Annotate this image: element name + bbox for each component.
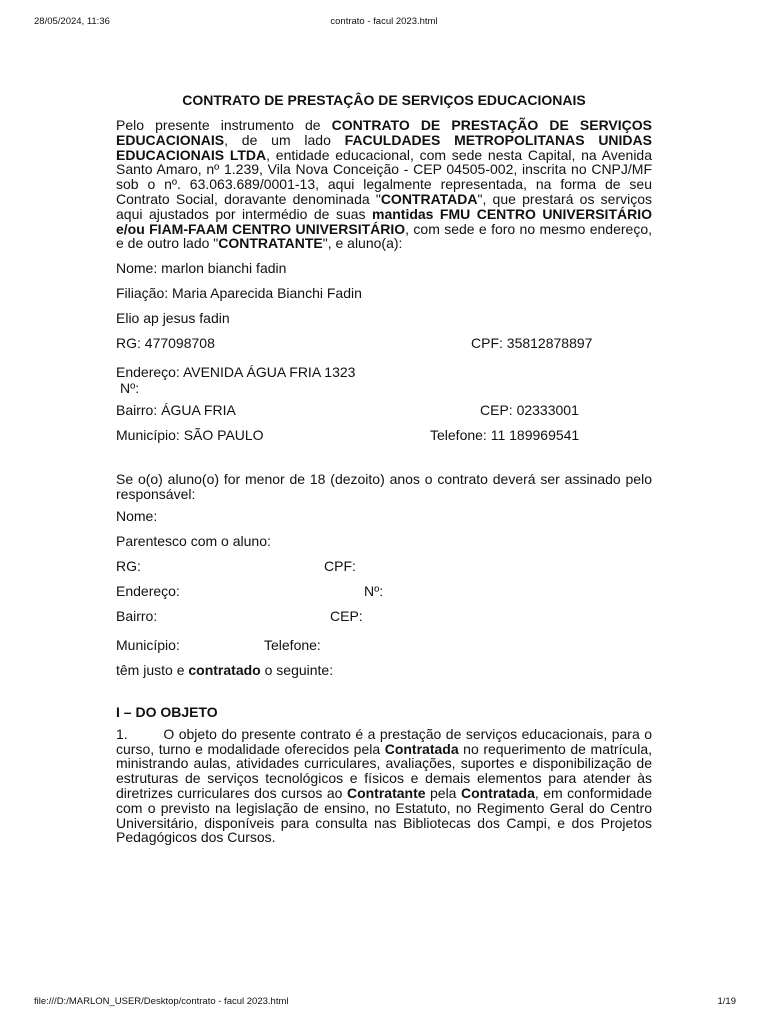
objeto-text-4: , em conformidade com o previsto na legislação de ensino, no Estatuto, no Regimento Geral do Centro Universitário, disponíveis para consulta nas Bibliotecas dos Campi, e dos Projetos Pedagógicos dos Cursos.	[116, 784, 656, 846]
student-address-row	[116, 364, 652, 381]
guardian-city: Município:	[116, 636, 180, 653]
guardian-name-row	[116, 504, 652, 529]
agreement-bold: contratado	[188, 661, 261, 678]
agreement-text-2: o seguinte:	[260, 661, 334, 678]
agreement-text-1: têm justo e	[116, 661, 189, 678]
guardian-district-row	[116, 604, 652, 629]
student-name: Nome: marlon bianchi fadin	[116, 260, 287, 277]
student-docs-row	[116, 331, 652, 356]
student-district: Bairro: ÁGUA FRIA	[116, 402, 236, 419]
intro-bold-contract: CONTRATO DE PRESTAÇÃO DE SERVIÇOS EDUCACIONAIS	[116, 117, 652, 148]
student-number: Nº:	[120, 380, 140, 397]
guardian-name: Nome:	[116, 507, 158, 524]
student-cep: CEP: 02333001	[480, 402, 579, 419]
objeto-text-1: 1. O objeto do presente contrato é a prestação de serviços educacionais, para o curso, turno e modalidade oferecidos pela	[116, 725, 656, 757]
student-district-row	[116, 398, 652, 423]
student-filiation-row	[116, 281, 652, 306]
guardian-district: Bairro:	[116, 607, 158, 624]
print-footer	[0, 996, 768, 1010]
objeto-bold-contratante: Contratante	[346, 784, 426, 801]
student-phone: Telefone: 11 189969541	[430, 427, 580, 444]
student-filiation-2: Elio ap jesus fadin	[116, 310, 230, 327]
guardian-phone: Telefone:	[264, 636, 321, 653]
print-page-indicator: 1/19	[717, 996, 736, 1007]
student-address: Endereço: AVENIDA ÁGUA FRIA 1323	[116, 364, 356, 381]
guardian-number: Nº:	[364, 582, 384, 599]
intro-bold-contratante: CONTRATANTE	[218, 235, 323, 252]
student-city-row	[116, 423, 652, 448]
student-filiation-row-2	[116, 306, 652, 331]
guardian-cpf: CPF:	[324, 557, 356, 574]
print-doc-title: contrato - facul 2023.html	[330, 16, 438, 27]
section-objeto-paragraph	[116, 725, 656, 846]
section-heading-objeto: I – DO OBJETO	[116, 703, 218, 720]
print-file-path: file:///D:/MARLON_USER/Desktop/contrato - facul 2023.html	[34, 996, 289, 1007]
agreement-text	[116, 658, 333, 683]
intro-text-3: , entidade educacional, com sede nesta Capital, na Avenida Santo Amaro, nº 1.239, Vila Nova Conceição - CEP 04505-002, inscrita no CNPJ/MF sob o nº. 63.063.689/0001-13, aqui legalmente representada, na forma de seu Contrato Social, doravante denominada "	[116, 146, 653, 207]
guardian-address: Endereço:	[116, 582, 180, 599]
intro-paragraph	[116, 118, 652, 251]
student-name-row	[116, 256, 652, 281]
student-cpf: CPF: 35812878897	[471, 335, 593, 352]
intro-text-2: , de um lado	[224, 131, 345, 148]
guardian-relation-row	[116, 529, 652, 554]
guardian-address-row	[116, 579, 652, 604]
intro-bold-mantidas: mantidas FMU CENTRO UNIVERSITÁRIO e/ou FIAM-FAAM CENTRO UNIVERSITÁRIO	[116, 205, 652, 237]
intro-text-4: ", que prestará os serviços aqui ajustados por intermédio de suas	[116, 190, 652, 222]
print-timestamp: 28/05/2024, 11:36	[34, 16, 110, 27]
contract-title: CONTRATO DE PRESTAÇÂO DE SERVIÇOS EDUCACIONAIS	[182, 92, 586, 108]
student-filiation: Filiação: Maria Aparecida Bianchi Fadin	[116, 285, 362, 302]
student-number-row	[116, 381, 652, 398]
student-rg: RG: 477098708	[116, 335, 215, 352]
print-header	[0, 16, 768, 30]
intro-bold-institution: FACULDADES METROPOLITANAS UNIDAS EDUCACIONAIS LTDA	[116, 131, 652, 163]
intro-text-6: ", e aluno(a):	[322, 235, 403, 252]
intro-text-1: Pelo presente instrumento de	[116, 117, 332, 133]
agreement-row	[116, 658, 652, 683]
guardian-city-row	[116, 633, 652, 658]
intro-text-5: , com sede e foro no mesmo endereço, e de outro lado "	[116, 220, 652, 252]
minor-note: Se o(o) aluno(o) for menor de 18 (dezoito) anos o contrato deverá ser assinado pelo responsável:	[116, 471, 652, 502]
intro-bold-contratada: CONTRATADA	[380, 190, 478, 207]
objeto-text-3: pela	[425, 784, 461, 801]
objeto-bold-contratada: Contratada	[384, 740, 459, 757]
student-city: Município: SÃO PAULO	[116, 427, 264, 444]
guardian-relation: Parentesco com o aluno:	[116, 532, 271, 549]
guardian-cep: CEP:	[330, 607, 363, 624]
objeto-text-2: no requerimento de matrícula, ministrando aulas, atividades curriculares, avaliações, suportes e disponibilização de estruturas de serviços tecnológicos e físicos e demais elementos para atender às diretrizes curriculares dos cursos ao	[116, 740, 656, 801]
objeto-bold-contratada-2: Contratada	[460, 784, 535, 801]
guardian-rg: RG:	[116, 557, 141, 574]
guardian-docs-row	[116, 554, 652, 579]
contract-page	[116, 92, 656, 846]
